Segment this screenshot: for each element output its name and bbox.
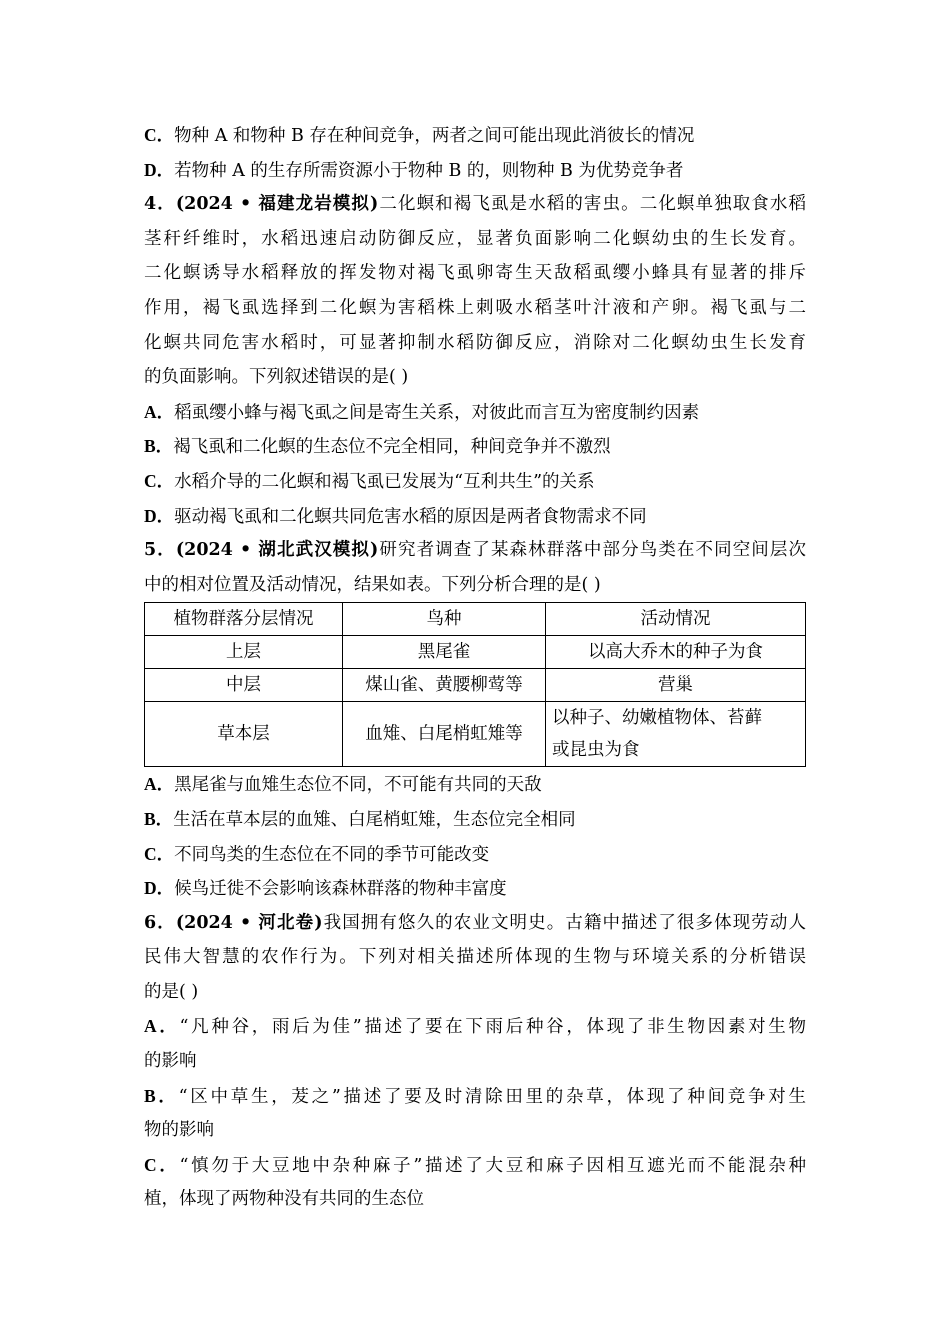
table-row [145, 669, 806, 702]
q6-number: 6． [144, 912, 176, 933]
table-cell-activity: 以种子、幼嫩植物体、苔藓 或昆虫为食 [546, 702, 806, 767]
table-row [145, 702, 806, 767]
q4-source: (2024 • 福建龙岩模拟) [175, 194, 379, 215]
q6-source: (2024 • 河北卷) [175, 912, 323, 933]
table-cell-layer: 上层 [145, 636, 343, 669]
q4-stem-line: 化螟共同危害水稻时，可显著抑制水稻防御反应，消除对二化螟幼虫生长发育 [144, 332, 806, 353]
table-header-cell: 活动情况 [546, 603, 806, 636]
q6-stem-line: 民伟大智慧的农作行为。下列对相关描述所体现的生物与环境关系的分析错误 [144, 947, 806, 968]
q5-option-a: A．黑尾雀与血雉生态位不同，不可能有共同的天敌 [144, 774, 542, 796]
table-cell-birds: 血雉、白尾梢虹雉等 [343, 702, 546, 767]
table-header-cell: 鸟种 [343, 603, 546, 636]
q6-stem-line: 的是( ) [144, 981, 199, 1002]
q4-option-a: A．稻虱缨小蜂与褐飞虱之间是寄生关系，对彼此而言互为密度制约因素 [144, 401, 700, 423]
q4-option-b: B．褐飞虱和二化螟的生态位不完全相同，种间竞争并不激烈 [144, 436, 611, 458]
table-header-row [145, 603, 806, 636]
q5-number: 5． [144, 540, 176, 561]
q6-option-b: B．“区中草生，茇之”描述了要及时清除田里的杂草，体现了种间竞争对生 [144, 1085, 806, 1107]
q6-stem-line: 6．(2024 • 河北卷)我国拥有悠久的农业文明史。古籍中描述了很多体现劳动人 [144, 912, 806, 933]
bird-distribution-table [144, 602, 806, 767]
q4-number: 4． [144, 194, 176, 215]
q4-stem-line: 4．(2024 • 福建龙岩模拟)二化螟和褐飞虱是水稻的害虫。二化螟单独取食水稻 [144, 194, 806, 215]
q4-option-c: C．水稻介导的二化螟和褐飞虱已发展为“互利共生”的关系 [144, 470, 595, 492]
table-header-cell: 植物群落分层情况 [145, 603, 343, 636]
q5-option-b: B．生活在草本层的血雉、白尾梢虹雉，生态位完全相同 [144, 808, 576, 830]
q6-option-c-cont: 植，体现了两物种没有共同的生态位 [144, 1189, 424, 1210]
table-cell-birds: 黑尾雀 [343, 636, 546, 669]
q4-stem-line: 二化螟诱导水稻释放的挥发物对褐飞虱卵寄生天敌稻虱缨小蜂具有显著的排斥 [144, 263, 806, 284]
q5-stem-line: 中的相对位置及活动情况，结果如表。下列分析合理的是( ) [144, 574, 601, 595]
table-cell-layer: 草本层 [145, 702, 343, 767]
q4-stem-line: 的负面影响。下列叙述错误的是( ) [144, 367, 409, 388]
q6-option-b-cont: 物的影响 [144, 1120, 214, 1141]
table-cell-birds: 煤山雀、黄腰柳莺等 [343, 669, 546, 702]
table-cell-layer: 中层 [145, 669, 343, 702]
q3-option-c: C．物种 A 和物种 B 存在种间竞争，两者之间可能出现此消彼长的情况 [144, 125, 695, 146]
table-cell-activity: 营巢 [546, 669, 806, 702]
q4-stem-line: 作用，褐飞虱选择到二化螟为害稻株上刺吸水稻茎叶汁液和产卵。褐飞虱与二 [144, 297, 806, 318]
q4-stem-line: 茎秆纤维时，水稻迅速启动防御反应，显著负面影响二化螟幼虫的生长发育。 [144, 228, 806, 249]
document-page [144, 118, 806, 1217]
table-row [145, 636, 806, 669]
q6-option-a: A．“凡种谷，雨后为佳”描述了要在下雨后种谷，体现了非生物因素对生物 [144, 1016, 806, 1038]
q5-option-d: D．候鸟迁徙不会影响该森林群落的物种丰富度 [144, 878, 507, 900]
table-cell-activity: 以高大乔木的种子为食 [546, 636, 806, 669]
q5-source: (2024 • 湖北武汉模拟) [175, 540, 379, 561]
q5-option-c: C．不同鸟类的生态位在不同的季节可能改变 [144, 843, 490, 865]
q5-stem-line: 5．(2024 • 湖北武汉模拟)研究者调查了某森林群落中部分鸟类在不同空间层次 [144, 540, 806, 561]
q3-option-d: D．若物种 A 的生存所需资源小于物种 B 的，则物种 B 为优势竞争者 [144, 159, 684, 181]
q6-option-c: C．“慎勿于大豆地中杂种麻子”描述了大豆和麻子因相互遮光而不能混杂种 [144, 1154, 806, 1176]
q4-option-d: D．驱动褐飞虱和二化螟共同危害水稻的原因是两者食物需求不同 [144, 505, 647, 527]
q6-option-a-cont: 的影响 [144, 1051, 197, 1072]
